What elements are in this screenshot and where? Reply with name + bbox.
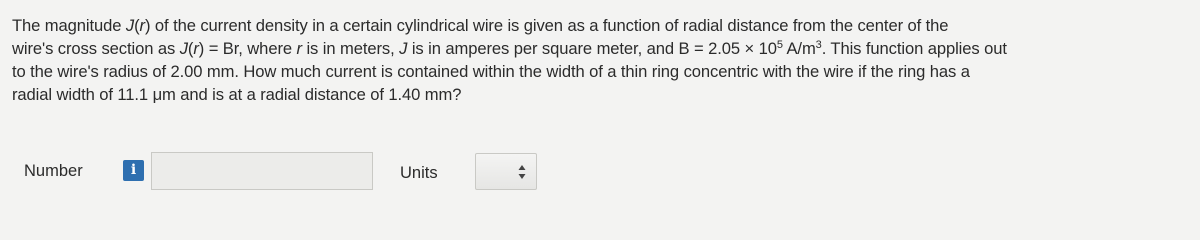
units-label: Units [400,164,438,182]
question-line-1: The magnitude J(r) of the current density in a certain cylindrical wire is given as a function of radial distance from the center of the [12,16,949,35]
question-line-2: wire's cross section as J(r) = Br, where r is in meters, J is in amperes per square meter, and $B = 2.05 \times 10^5$ $A/m^3$. This function applies out [12,39,1007,58]
number-label: Number [24,162,83,180]
question-line-4: radial width of 11.1 μm and is at a radial distance of 1.40 mm? [12,85,462,104]
question-line-3: to the wire's radius of 2.00 mm. How much current is contained within the width of a thin ring concentric with the wire if the ring has a [12,62,970,81]
number-input[interactable] [151,152,373,190]
question-text [12,14,1192,106]
units-select[interactable] [475,153,537,190]
answer-row [24,150,624,192]
updown-arrows-icon [518,164,526,180]
info-icon[interactable]: i [123,160,144,181]
